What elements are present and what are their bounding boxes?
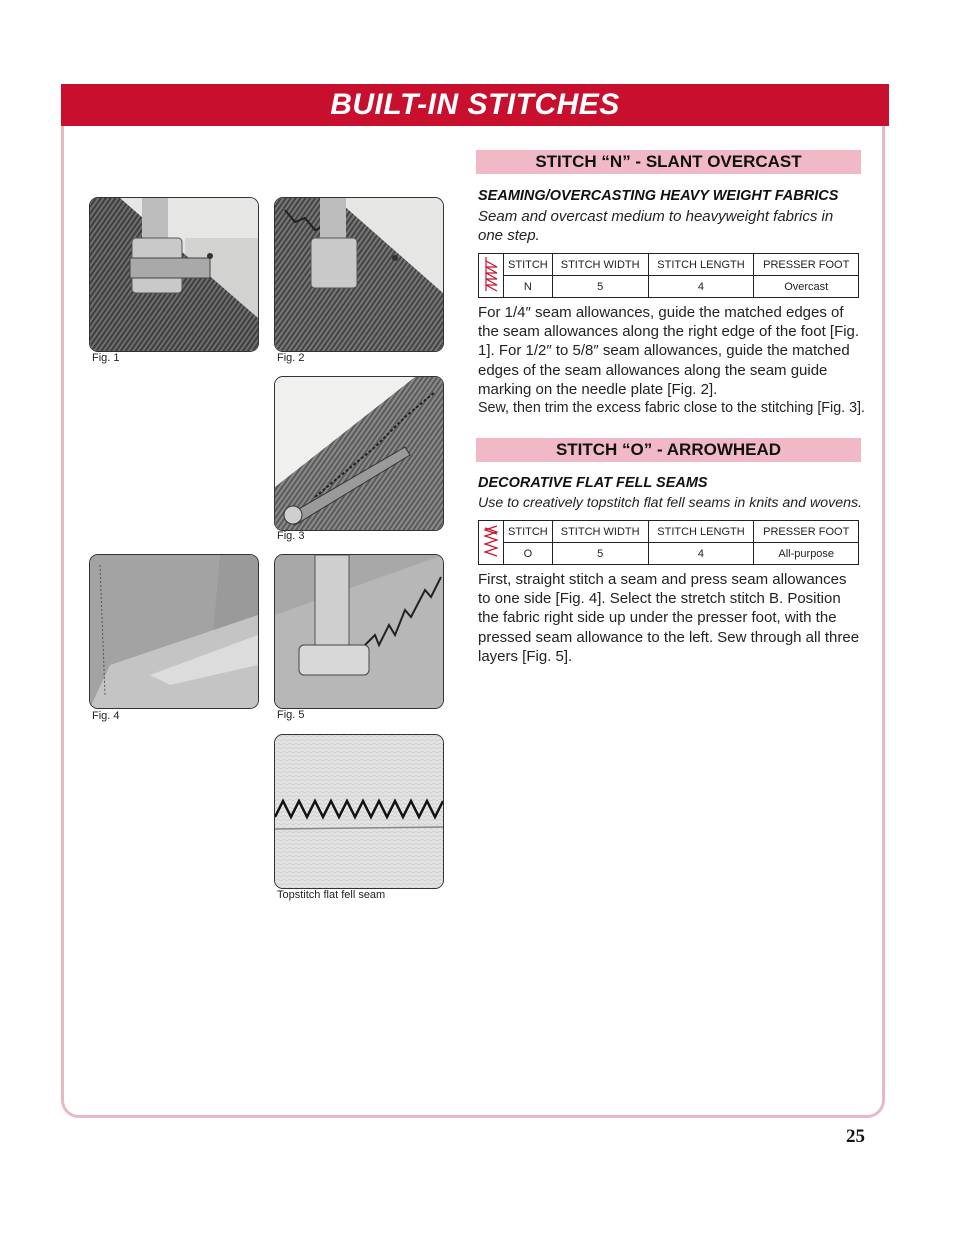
stitch-o-settings-table (478, 520, 859, 565)
table-cell: N (504, 276, 553, 298)
stitch-n-subheading: SEAMING/OVERCASTING HEAVY WEIGHT FABRICS (478, 188, 839, 204)
slant-overcast-stitch-icon (479, 254, 504, 298)
table-header-cell: PRESSER FOOT (754, 521, 859, 543)
table-header-cell: STITCH (504, 254, 553, 276)
table-header-cell: PRESSER FOOT (754, 254, 859, 276)
stitch-n-instructions (478, 303, 865, 418)
table-cell: O (504, 543, 553, 565)
table-header-cell: STITCH LENGTH (648, 254, 754, 276)
table-cell: 4 (648, 276, 754, 298)
stitch-n-settings-table (478, 253, 859, 298)
table-cell: 5 (552, 276, 648, 298)
stitch-o-subheading: DECORATIVE FLAT FELL SEAMS (478, 475, 708, 491)
stitch-n-heading: STITCH “N” - SLANT OVERCAST (476, 150, 861, 174)
figure-1-photo (89, 197, 259, 352)
stitch-o-description: Use to creatively topstitch flat fell seams in knits and wovens. (478, 495, 863, 511)
stitch-o-body: First, straight stitch a seam and press seam allowances to one side [Fig. 4]. Select the stretch stitch B. Position the fabric right side up under the presser foot, with the pressed seam allowance to the left. Sew through all three layers [Fig. 5]. (478, 571, 860, 665)
table-cell: 5 (552, 543, 648, 565)
figure-4-photo (89, 554, 259, 709)
figure-5-caption: Fig. 5 (277, 709, 305, 721)
table-header-cell: STITCH (504, 521, 553, 543)
figure-5-photo (274, 554, 444, 709)
table-cell: Overcast (754, 276, 859, 298)
stitch-n-body: For 1/4″ seam allowances, guide the matched edges of the seam allowances along the right edge of the foot [Fig. 1]. For 1/2″ to 5/8″ seam allowances, guide the matched edges of the seam allowances along the seam guide marking on the needle plate [Fig. 2]. (478, 304, 860, 398)
figure-3-caption: Fig. 3 (277, 530, 305, 542)
stitch-n-description: Seam and overcast medium to heavyweight fabrics in one step. (478, 208, 834, 244)
table-cell: 4 (648, 543, 754, 565)
figure-topstitch-caption: Topstitch flat fell seam (277, 889, 386, 901)
table-header-cell: STITCH WIDTH (552, 254, 648, 276)
table-header-cell: STITCH LENGTH (648, 521, 754, 543)
figure-1-caption: Fig. 1 (92, 352, 120, 364)
figure-3-photo (274, 376, 444, 531)
stitch-n-body-2: Sew, then trim the excess fabric close to the stitching [Fig. 3]. (478, 400, 865, 417)
stitch-o-heading: STITCH “O” - ARROWHEAD (476, 438, 861, 462)
figure-2-photo (274, 197, 444, 352)
figure-topstitch-photo (274, 734, 444, 889)
page-number: 25 (846, 1126, 865, 1147)
arrowhead-stitch-icon (479, 521, 504, 565)
table-header-cell: STITCH WIDTH (552, 521, 648, 543)
figure-2-caption: Fig. 2 (277, 352, 305, 364)
table-cell: All-purpose (754, 543, 859, 565)
figure-4-caption: Fig. 4 (92, 710, 120, 722)
page-title: BUILT-IN STITCHES (330, 88, 620, 121)
stitch-o-instructions (478, 570, 862, 666)
title-bar (61, 84, 889, 126)
